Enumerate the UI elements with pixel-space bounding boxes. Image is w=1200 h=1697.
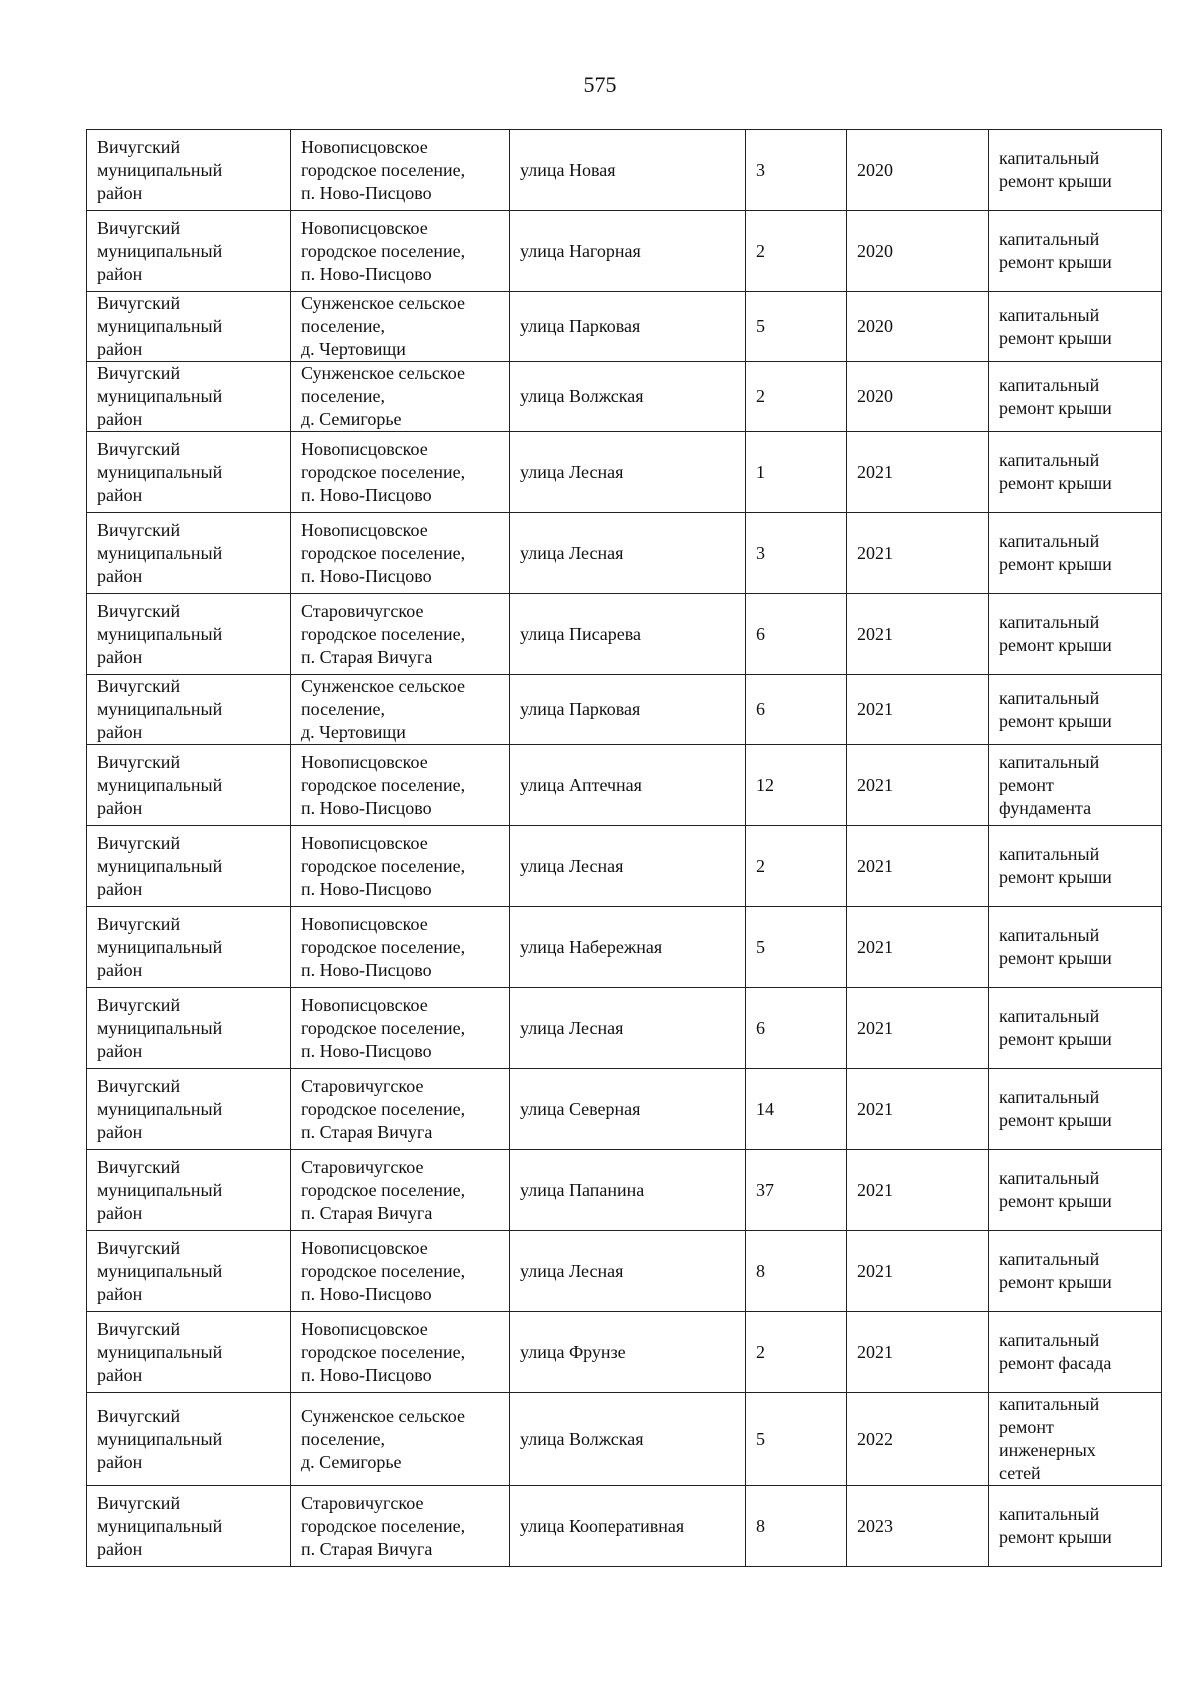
street-cell: улица Волжская — [510, 362, 746, 432]
year-cell: 2021 — [847, 1312, 989, 1393]
table-row — [87, 513, 1162, 594]
settlement-cell: Сунженское сельское поселение, д. Чертовищи — [291, 675, 510, 745]
table-row — [87, 362, 1162, 432]
street-cell: улица Аптечная — [510, 745, 746, 826]
settlement-cell: Новописцовское городское поселение, п. Ново-Писцово — [291, 907, 510, 988]
settlement-cell: Новописцовское городское поселение, п. Ново-Писцово — [291, 130, 510, 211]
settlement-cell: Старовичугское городское поселение, п. Старая Вичуга — [291, 594, 510, 675]
work-type-cell: капитальный ремонт фундамента — [989, 745, 1162, 826]
year-cell: 2021 — [847, 988, 989, 1069]
table-row — [87, 1069, 1162, 1150]
year-cell: 2020 — [847, 292, 989, 362]
district-cell: Вичугский муниципальный район — [87, 745, 291, 826]
house-number-cell: 6 — [746, 675, 847, 745]
year-cell: 2021 — [847, 432, 989, 513]
year-cell: 2022 — [847, 1393, 989, 1486]
settlement-cell: Сунженское сельское поселение, д. Семигорье — [291, 362, 510, 432]
work-type-cell: капитальный ремонт крыши — [989, 432, 1162, 513]
work-type-cell: капитальный ремонт крыши — [989, 675, 1162, 745]
district-cell: Вичугский муниципальный район — [87, 594, 291, 675]
street-cell: улица Лесная — [510, 513, 746, 594]
settlement-cell: Новописцовское городское поселение, п. Ново-Писцово — [291, 745, 510, 826]
street-cell: улица Лесная — [510, 826, 746, 907]
house-number-cell: 5 — [746, 292, 847, 362]
table-row — [87, 675, 1162, 745]
street-cell: улица Лесная — [510, 1231, 746, 1312]
settlement-cell: Новописцовское городское поселение, п. Ново-Писцово — [291, 1312, 510, 1393]
table-body — [87, 130, 1162, 1567]
house-number-cell: 1 — [746, 432, 847, 513]
house-number-cell: 5 — [746, 907, 847, 988]
work-type-cell: капитальный ремонт крыши — [989, 988, 1162, 1069]
street-cell: улица Лесная — [510, 432, 746, 513]
settlement-cell: Сунженское сельское поселение, д. Чертовищи — [291, 292, 510, 362]
table-row — [87, 1231, 1162, 1312]
district-cell: Вичугский муниципальный район — [87, 1312, 291, 1393]
table-row — [87, 130, 1162, 211]
work-type-cell: капитальный ремонт крыши — [989, 362, 1162, 432]
year-cell: 2021 — [847, 1231, 989, 1312]
street-cell: улица Северная — [510, 1069, 746, 1150]
house-number-cell: 8 — [746, 1486, 847, 1567]
street-cell: улица Нагорная — [510, 211, 746, 292]
year-cell: 2020 — [847, 362, 989, 432]
table-row — [87, 907, 1162, 988]
district-cell: Вичугский муниципальный район — [87, 211, 291, 292]
work-type-cell: капитальный ремонт крыши — [989, 907, 1162, 988]
table-row — [87, 432, 1162, 513]
year-cell: 2021 — [847, 745, 989, 826]
table-row — [87, 826, 1162, 907]
district-cell: Вичугский муниципальный район — [87, 1393, 291, 1486]
table-row — [87, 1486, 1162, 1567]
settlement-cell: Старовичугское городское поселение, п. Старая Вичуга — [291, 1069, 510, 1150]
repair-schedule-table — [86, 129, 1162, 1567]
work-type-cell: капитальный ремонт крыши — [989, 1150, 1162, 1231]
table-row — [87, 292, 1162, 362]
house-number-cell: 5 — [746, 1393, 847, 1486]
house-number-cell: 14 — [746, 1069, 847, 1150]
table-row — [87, 1312, 1162, 1393]
year-cell: 2021 — [847, 594, 989, 675]
year-cell: 2021 — [847, 513, 989, 594]
settlement-cell: Новописцовское городское поселение, п. Ново-Писцово — [291, 513, 510, 594]
year-cell: 2020 — [847, 130, 989, 211]
settlement-cell: Новописцовское городское поселение, п. Ново-Писцово — [291, 826, 510, 907]
house-number-cell: 3 — [746, 513, 847, 594]
table-row — [87, 745, 1162, 826]
district-cell: Вичугский муниципальный район — [87, 362, 291, 432]
district-cell: Вичугский муниципальный район — [87, 826, 291, 907]
settlement-cell: Новописцовское городское поселение, п. Ново-Писцово — [291, 211, 510, 292]
settlement-cell: Старовичугское городское поселение, п. Старая Вичуга — [291, 1486, 510, 1567]
district-cell: Вичугский муниципальный район — [87, 432, 291, 513]
district-cell: Вичугский муниципальный район — [87, 130, 291, 211]
work-type-cell: капитальный ремонт инженерных сетей — [989, 1393, 1162, 1486]
work-type-cell: капитальный ремонт крыши — [989, 826, 1162, 907]
table-row — [87, 1150, 1162, 1231]
house-number-cell: 6 — [746, 594, 847, 675]
house-number-cell: 3 — [746, 130, 847, 211]
house-number-cell: 8 — [746, 1231, 847, 1312]
street-cell: улица Новая — [510, 130, 746, 211]
district-cell: Вичугский муниципальный район — [87, 1150, 291, 1231]
settlement-cell: Сунженское сельское поселение, д. Семигорье — [291, 1393, 510, 1486]
house-number-cell: 6 — [746, 988, 847, 1069]
table-row — [87, 594, 1162, 675]
district-cell: Вичугский муниципальный район — [87, 1486, 291, 1567]
district-cell: Вичугский муниципальный район — [87, 1069, 291, 1150]
district-cell: Вичугский муниципальный район — [87, 292, 291, 362]
work-type-cell: капитальный ремонт крыши — [989, 513, 1162, 594]
work-type-cell: капитальный ремонт крыши — [989, 130, 1162, 211]
street-cell: улица Парковая — [510, 292, 746, 362]
settlement-cell: Старовичугское городское поселение, п. Старая Вичуга — [291, 1150, 510, 1231]
year-cell: 2021 — [847, 675, 989, 745]
street-cell: улица Набережная — [510, 907, 746, 988]
page-number: 575 — [583, 72, 617, 97]
district-cell: Вичугский муниципальный район — [87, 988, 291, 1069]
street-cell: улица Кооперативная — [510, 1486, 746, 1567]
work-type-cell: капитальный ремонт крыши — [989, 1486, 1162, 1567]
year-cell: 2023 — [847, 1486, 989, 1567]
street-cell: улица Папанина — [510, 1150, 746, 1231]
street-cell: улица Лесная — [510, 988, 746, 1069]
year-cell: 2021 — [847, 1069, 989, 1150]
street-cell: улица Фрунзе — [510, 1312, 746, 1393]
district-cell: Вичугский муниципальный район — [87, 513, 291, 594]
year-cell: 2021 — [847, 1150, 989, 1231]
year-cell: 2021 — [847, 826, 989, 907]
district-cell: Вичугский муниципальный район — [87, 675, 291, 745]
district-cell: Вичугский муниципальный район — [87, 907, 291, 988]
house-number-cell: 2 — [746, 211, 847, 292]
table-row — [87, 1393, 1162, 1486]
street-cell: улица Парковая — [510, 675, 746, 745]
street-cell: улица Волжская — [510, 1393, 746, 1486]
table-row — [87, 988, 1162, 1069]
settlement-cell: Новописцовское городское поселение, п. Ново-Писцово — [291, 432, 510, 513]
work-type-cell: капитальный ремонт крыши — [989, 292, 1162, 362]
house-number-cell: 2 — [746, 1312, 847, 1393]
house-number-cell: 12 — [746, 745, 847, 826]
year-cell: 2020 — [847, 211, 989, 292]
house-number-cell: 2 — [746, 362, 847, 432]
work-type-cell: капитальный ремонт крыши — [989, 1231, 1162, 1312]
table-row — [87, 211, 1162, 292]
street-cell: улица Писарева — [510, 594, 746, 675]
work-type-cell: капитальный ремонт фасада — [989, 1312, 1162, 1393]
work-type-cell: капитальный ремонт крыши — [989, 594, 1162, 675]
district-cell: Вичугский муниципальный район — [87, 1231, 291, 1312]
settlement-cell: Новописцовское городское поселение, п. Ново-Писцово — [291, 1231, 510, 1312]
work-type-cell: капитальный ремонт крыши — [989, 211, 1162, 292]
work-type-cell: капитальный ремонт крыши — [989, 1069, 1162, 1150]
year-cell: 2021 — [847, 907, 989, 988]
house-number-cell: 2 — [746, 826, 847, 907]
house-number-cell: 37 — [746, 1150, 847, 1231]
settlement-cell: Новописцовское городское поселение, п. Ново-Писцово — [291, 988, 510, 1069]
